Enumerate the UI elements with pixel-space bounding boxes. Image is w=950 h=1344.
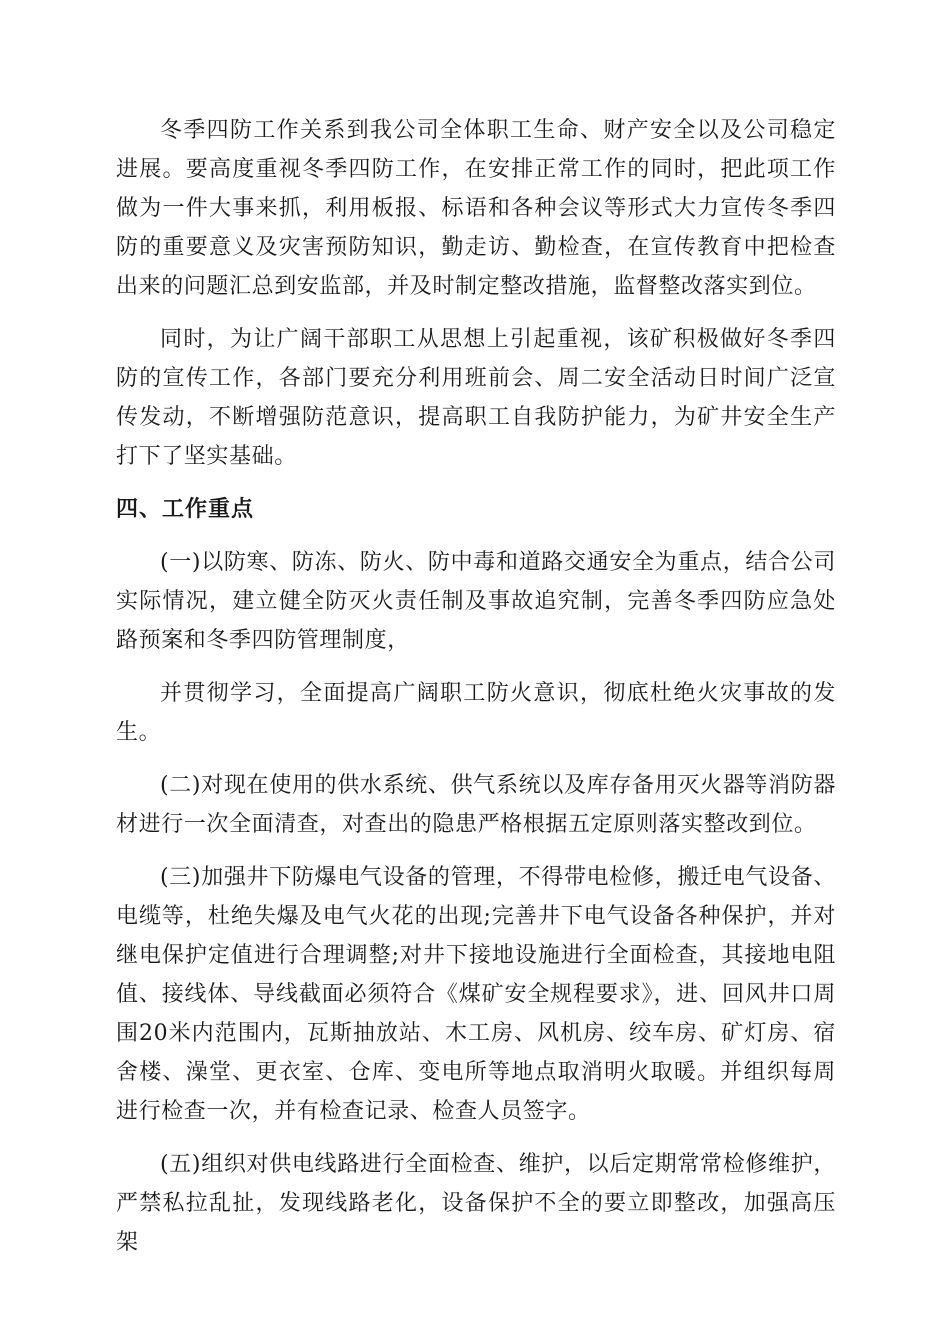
paragraph-publicity-work: 同时，为让广阔干部职工从思想上引起重视，该矿积极做好冬季四防的宣传工作，各部门要充分利用班前会、周二安全活动日时间广泛宣传发动，不断增强防范意识，提高职工自我防护能力，为矿井安全生产打下了坚实基础。 [116,327,836,469]
paragraph-item-1-continued: 并贯彻学习，全面提高广阔职工防火意识，彻底杜绝火灾事故的发生。 [116,681,836,745]
paragraph-item-1: (一)以防寒、防冻、防火、防中毒和道路交通安全为重点，结合公司实际情况，建立健全防灭火责任制及事故追究制，完善冬季四防应急处路预案和冬季四防管理制度， [116,550,836,653]
section-heading-work-focus: 四、工作重点 [116,497,255,522]
paragraph-item-2: (二)对现在使用的供水系统、供气系统以及库存备用灭火器等消防器材进行一次全面清查，对查出的隐患严格根据五定原则落实整改到位。 [116,773,836,837]
document-body [116,111,836,1276]
paragraph-item-5: (五)组织对供电线路进行全面检查、维护，以后定期常常检修维护，严禁私拉乱扯，发现线路老化，设备保护不全的要立即整改，加强高压架 [116,1152,836,1255]
paragraph-item-3: (三)加强井下防爆电气设备的管理，不得带电检修，搬迁电气设备、电缆等，杜绝失爆及电气火花的出现;完善井下电气设备各种保护，并对继电保护定值进行合理调整;对井下接地设施进行全面检查，其接地电阻值、接线体、导线截面必须符合《煤矿安全规程要求》，进、回风井口周围20米内范围内，瓦斯抽放站、木工房、风机房、绞车房、矿灯房、宿舍楼、澡堂、更衣室、仓库、变电所等地点取消明火取暖。并组织每周进行检查一次，并有检查记录、检查人员签字。 [116,865,836,1124]
paragraph-winter-safety-intro: 冬季四防工作关系到我公司全体职工生命、财产安全以及公司稳定进展。要高度重视冬季四防工作，在安排正常工作的同时，把此项工作做为一件大事来抓，利用板报、标语和各种会议等形式大力宣传冬季四防的重要意义及灾害预防知识，勤走访、勤检查，在宣传教育中把检查出来的问题汇总到安监部，并及时制定整改措施，监督整改落实到位。 [116,118,836,299]
